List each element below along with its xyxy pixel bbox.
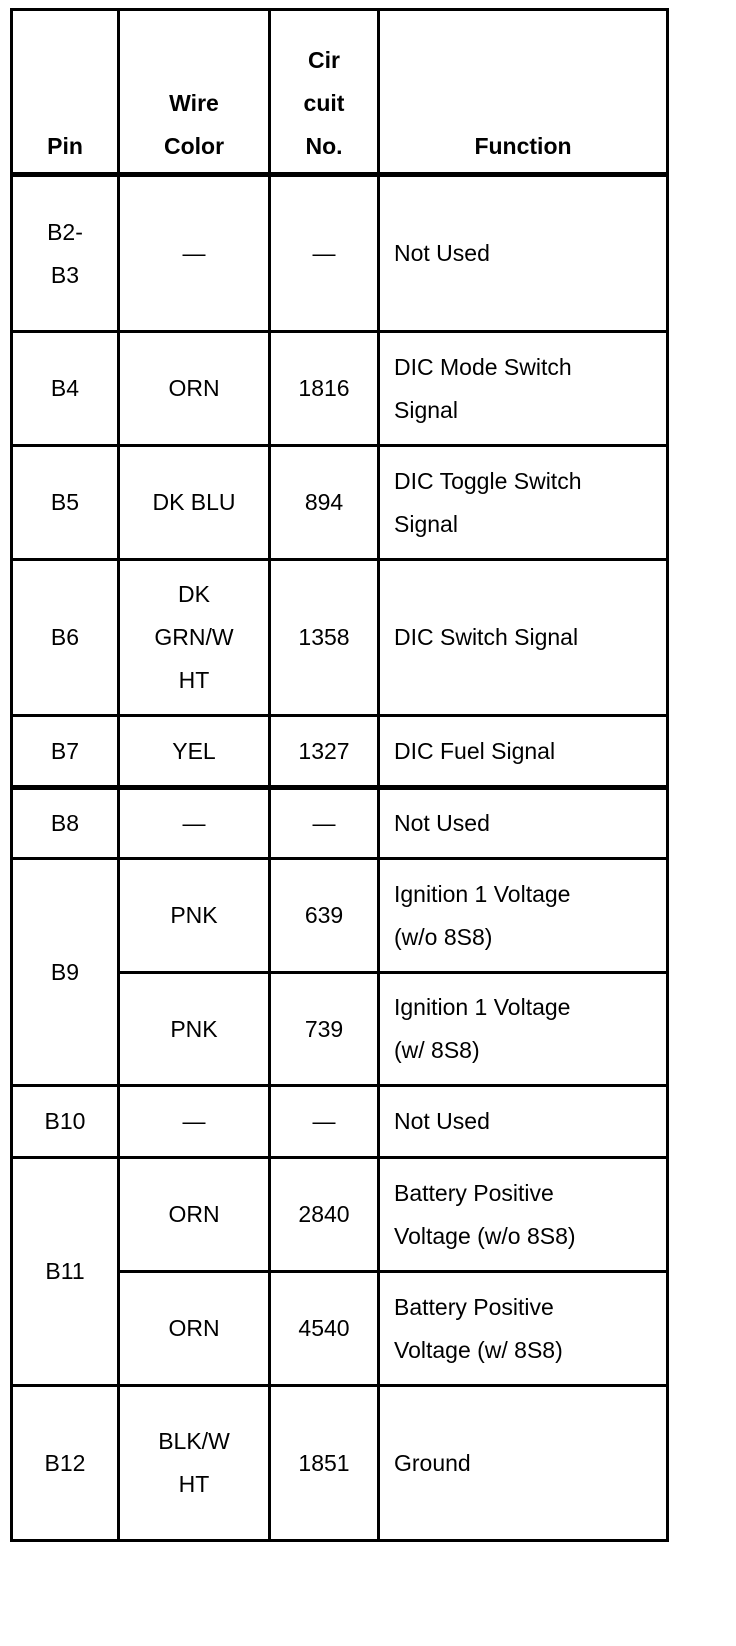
circuit-no-cell: 639 — [270, 859, 379, 973]
function-cell: Battery Positive Voltage (w/o 8S8) — [379, 1158, 668, 1272]
table-row — [12, 716, 668, 788]
pin-cell: B10 — [12, 1086, 119, 1158]
wire-color-cell: ORN — [119, 332, 270, 446]
wire-color-cell: DK GRN/W HT — [119, 560, 270, 716]
circuit-no-cell: 1851 — [270, 1386, 379, 1541]
table-row — [12, 560, 668, 716]
wire-color-cell: — — [119, 175, 270, 332]
function-cell: DIC Mode Switch Signal — [379, 332, 668, 446]
pin-cell: B5 — [12, 446, 119, 560]
table-row — [12, 788, 668, 859]
header-wire-color: Wire Color — [119, 10, 270, 175]
pin-cell: B6 — [12, 560, 119, 716]
pin-cell: B2- B3 — [12, 175, 119, 332]
pin-cell: B8 — [12, 788, 119, 859]
circuit-no-cell: 1358 — [270, 560, 379, 716]
table-row — [12, 175, 668, 332]
circuit-no-cell: 2840 — [270, 1158, 379, 1272]
circuit-no-cell: 1816 — [270, 332, 379, 446]
connector-pinout-table-container — [10, 8, 669, 1542]
wire-color-cell: PNK — [119, 973, 270, 1086]
pin-cell: B9 — [12, 859, 119, 1086]
function-cell: DIC Switch Signal — [379, 560, 668, 716]
circuit-no-cell: 894 — [270, 446, 379, 560]
wire-color-cell: ORN — [119, 1158, 270, 1272]
table-row — [12, 1386, 668, 1541]
circuit-no-cell: — — [270, 175, 379, 332]
table-row — [12, 1086, 668, 1158]
circuit-no-cell: — — [270, 788, 379, 859]
wire-color-cell: YEL — [119, 716, 270, 788]
pin-cell: B12 — [12, 1386, 119, 1541]
function-cell: Ignition 1 Voltage (w/o 8S8) — [379, 859, 668, 973]
pin-cell: B11 — [12, 1158, 119, 1386]
table-row — [12, 446, 668, 560]
header-pin: Pin — [12, 10, 119, 175]
function-cell: Not Used — [379, 1086, 668, 1158]
connector-pinout-table — [10, 8, 669, 1542]
wire-color-cell: BLK/W HT — [119, 1386, 270, 1541]
function-cell: DIC Toggle Switch Signal — [379, 446, 668, 560]
table-row — [12, 1158, 668, 1272]
table-row — [12, 332, 668, 446]
function-cell: DIC Fuel Signal — [379, 716, 668, 788]
header-circuit-no: Cir cuit No. — [270, 10, 379, 175]
function-cell: Not Used — [379, 788, 668, 859]
circuit-no-cell: 739 — [270, 973, 379, 1086]
function-cell: Battery Positive Voltage (w/ 8S8) — [379, 1272, 668, 1386]
function-cell: Ground — [379, 1386, 668, 1541]
pin-cell: B4 — [12, 332, 119, 446]
table-row — [12, 859, 668, 973]
wire-color-cell: PNK — [119, 859, 270, 973]
wire-color-cell: — — [119, 788, 270, 859]
circuit-no-cell: 4540 — [270, 1272, 379, 1386]
circuit-no-cell: — — [270, 1086, 379, 1158]
function-cell: Ignition 1 Voltage (w/ 8S8) — [379, 973, 668, 1086]
function-cell: Not Used — [379, 175, 668, 332]
table-header-row — [12, 10, 668, 175]
header-function: Function — [379, 10, 668, 175]
circuit-no-cell: 1327 — [270, 716, 379, 788]
wire-color-cell: — — [119, 1086, 270, 1158]
pin-cell: B7 — [12, 716, 119, 788]
wire-color-cell: ORN — [119, 1272, 270, 1386]
wire-color-cell: DK BLU — [119, 446, 270, 560]
